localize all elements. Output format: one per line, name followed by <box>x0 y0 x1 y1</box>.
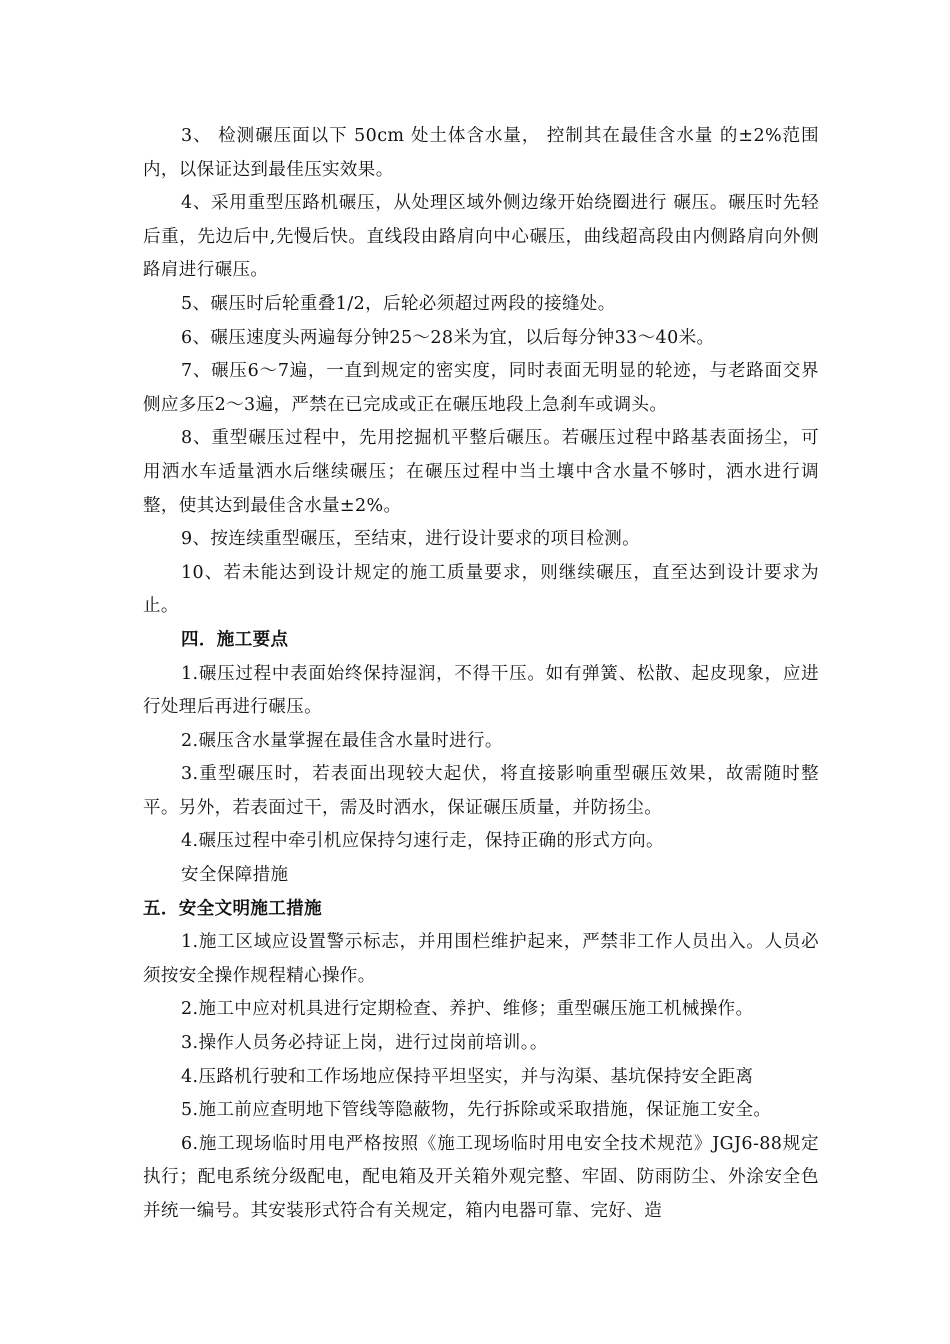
section-4-heading: 四．施工要点 <box>181 629 289 650</box>
section-5-item-5: 5.施工前应查明地下管线等隐蔽物，先行拆除或采取措施，保证施工安全。 <box>181 1100 772 1121</box>
paragraph-step-3: 3、 检测碾压面以下 50cm 处土体含水量， 控制其在最佳含水量 的±2%范围内，以保证达到最佳压实效果。 <box>143 126 819 180</box>
section-5-item-1: 1.施工区域应设置警示标志，并用围栏维护起来，严禁非工作人员出入。人员必须按安全操作规程精心操作。 <box>143 932 819 986</box>
safety-note: 安全保障措施 <box>181 865 289 886</box>
paragraph-step-9: 9、按连续重型碾压，至结束，进行设计要求的项目检测。 <box>181 529 641 550</box>
document-body <box>143 120 819 1229</box>
section-5-item-4: 4.压路机行驶和工作场地应保持平坦坚实，并与沟渠、基坑保持安全距离 <box>181 1066 754 1087</box>
section-4-item-4: 4.碾压过程中牵引机应保持匀速行走，保持正确的形式方向。 <box>181 831 664 852</box>
section-5-item-2: 2.施工中应对机具进行定期检查、养护、维修；重型碾压施工机械操作。 <box>181 999 754 1020</box>
section-5-heading: 五．安全文明施工措施 <box>143 898 322 919</box>
section-4-item-1: 1.碾压过程中表面始终保持湿润，不得干压。如有弹簧、松散、起皮现象，应进行处理后再进行碾压。 <box>143 663 819 718</box>
section-5-item-3: 3.操作人员务必持证上岗，进行过岗前培训。。 <box>181 1033 548 1054</box>
paragraph-step-8: 8、重型碾压过程中，先用挖掘机平整后碾压。若碾压过程中路基表面扬尘，可用洒水车适量洒水后继续碾压；在碾压过程中当土壤中含水量不够时，洒水进行调整，使其达到最佳含水量±2%。 <box>143 428 819 516</box>
paragraph-step-6: 6、碾压速度头两遍每分钟25～28米为宜，以后每分钟33～40米。 <box>181 327 715 348</box>
paragraph-step-10: 10、若未能达到设计规定的施工质量要求，则继续碾压，直至达到设计要求为止。 <box>143 562 819 617</box>
paragraph-step-7: 7、碾压6～7遍，一直到规定的密实度，同时表面无明显的轮迹，与老路面交界侧应多压2～3遍，严禁在已完成或正在碾压地段上急刹车或调头。 <box>143 361 819 415</box>
paragraph-step-4: 4、采用重型压路机碾压，从处理区域外侧边缘开始绕圈进行 碾压。碾压时先轻后重，先边后中,先慢后快。直线段由路肩向中心碾压，曲线超高段由内侧路肩向外侧路肩进行碾压。 <box>143 193 819 281</box>
section-4-item-2: 2.碾压含水量掌握在最佳含水量时进行。 <box>181 730 503 751</box>
paragraph-step-5: 5、碾压时后轮重叠1/2，后轮必须超过两段的接缝处。 <box>181 293 616 314</box>
section-4-item-3: 3.重型碾压时，若表面出现较大起伏，将直接影响重型碾压效果，故需随时整平。另外，若表面过干，需及时洒水，保证碾压质量，并防扬尘。 <box>143 764 819 818</box>
section-5-item-6: 6.施工现场临时用电严格按照《施工现场临时用电安全技术规范》JGJ6-88规定执行；配电系统分级配电，配电箱及开关箱外观完整、牢固、防雨防尘、外涂安全色并统一编号。其安装形式符合有关规定，箱内电器可靠、完好、造 <box>143 1133 819 1221</box>
